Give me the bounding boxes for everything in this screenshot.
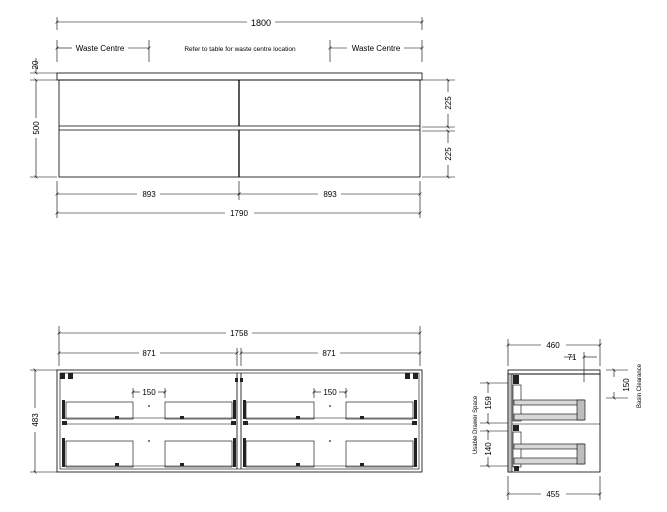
plan-view: [30, 326, 422, 472]
dim-label-871-left: 871: [142, 349, 156, 358]
dim-label-483: 483: [31, 413, 40, 427]
plan-cabinet: [57, 370, 422, 472]
dim-label-500: 500: [32, 121, 41, 135]
dimension-overall-top: [57, 17, 422, 30]
dimension-side-455: [508, 476, 600, 500]
dim-label-1790: 1790: [230, 209, 248, 218]
dimension-bottom: [57, 181, 420, 218]
dim-label-150-left: 150: [142, 388, 156, 397]
dimension-plan-height: [30, 370, 57, 472]
dim-label-460: 460: [546, 341, 560, 350]
dimension-plan-overall: [59, 326, 420, 366]
side-cabinet: [508, 370, 600, 472]
dim-label-140: 140: [484, 442, 493, 456]
waste-centre-note: Refer to table for waste centre location: [184, 46, 296, 53]
dim-label-1800: 1800: [250, 18, 272, 28]
dimension-left-vertical: [30, 58, 57, 177]
dimension-drawer-space: [473, 383, 510, 466]
upper-drawer-row: [62, 400, 417, 419]
side-section: [473, 339, 643, 500]
dimension-gap-left: [133, 388, 165, 398]
dim-label-893-left: 893: [142, 190, 156, 199]
dim-label-71: 71: [567, 353, 577, 362]
waste-centre-right-label: Waste Centre: [351, 44, 401, 53]
dimension-waste-centre: [57, 40, 422, 62]
dim-label-basin-150: 150: [622, 378, 631, 392]
dimension-basin-clearance: [606, 363, 643, 408]
front-cabinet: [57, 73, 422, 177]
dimension-side-460: [508, 339, 600, 366]
dim-label-893-right: 893: [323, 190, 337, 199]
dim-label-20: 20: [31, 60, 40, 70]
dimension-right-vertical: [422, 80, 455, 177]
basin-clearance-label: Basin Clearance: [637, 363, 643, 409]
usable-drawer-space-label: Usable Drawer Space: [473, 395, 479, 455]
lower-drawer-row: [62, 438, 417, 467]
dim-label-871-right: 871: [322, 349, 336, 358]
dim-label-455: 455: [546, 490, 560, 499]
dim-label-159: 159: [484, 396, 493, 410]
dim-label-225-upper: 225: [444, 96, 453, 110]
dim-label-225-lower: 225: [444, 147, 453, 161]
waste-centre-left-label: Waste Centre: [75, 44, 125, 53]
dim-label-1758: 1758: [230, 329, 248, 338]
dimension-gap-right: [314, 388, 346, 398]
dim-label-150-right: 150: [323, 388, 337, 397]
bench-top: [57, 73, 422, 80]
dimension-side-71: [564, 352, 597, 382]
front-elevation: [30, 17, 455, 218]
